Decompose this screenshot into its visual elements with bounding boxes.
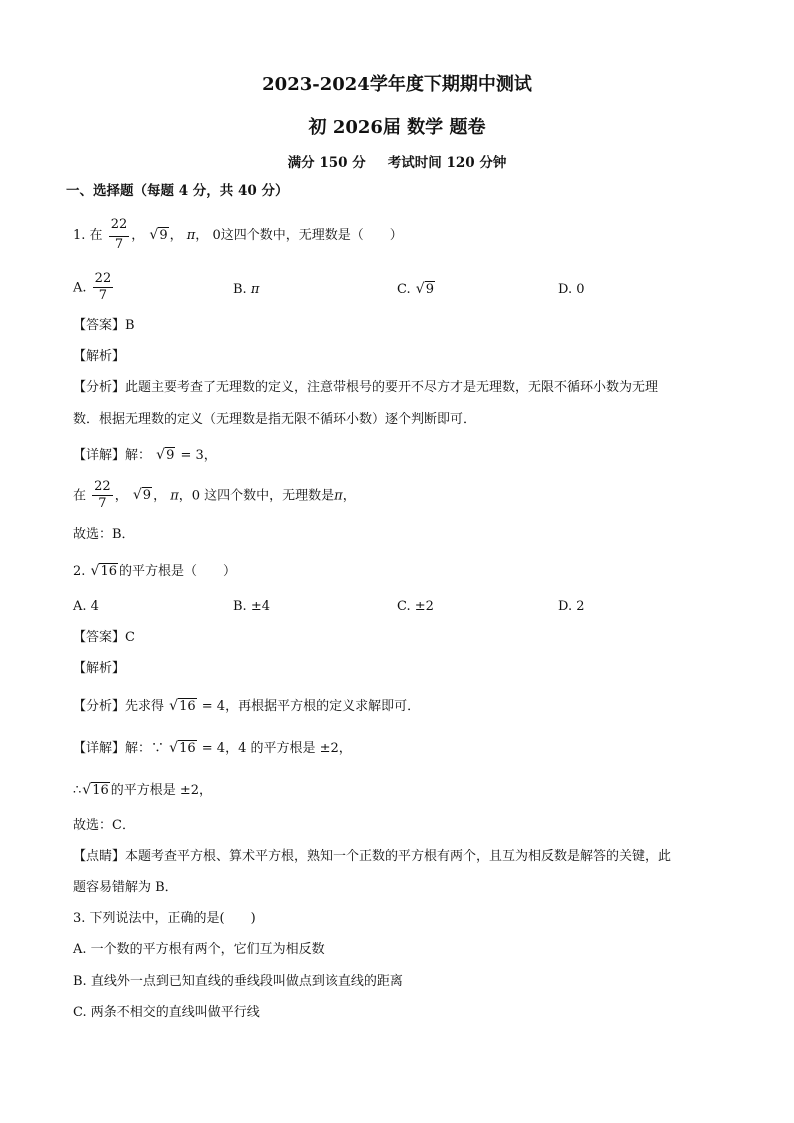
q1-analysis-label: 【解析】 (73, 349, 126, 364)
q1-fenxi-line2: 数．根据无理数的定义（无理数是指无限不循环小数）逐个判断即可． (73, 412, 477, 427)
sqrt-16: √ 16 (90, 563, 118, 579)
q2-dianjing-line1: 【点睛】本题考查平方根、算术平方根，熟知一个正数的平方根有两个，且互为相反数是解答的关键，此 (73, 849, 672, 864)
full-score: 满分 150 分 (287, 155, 366, 171)
exam-time: 考试时间 120 分钟 (387, 155, 507, 171)
q3-option-c: C. 两条不相交的直线叫做平行线 (73, 1005, 260, 1020)
section-heading: 一、选择题（每题 4 分，共 40 分） (66, 183, 289, 199)
q1-detail-line2: 在 $\frac{22}{7}$ ， √ 9 ， π，0 这四个数中，无理数是π， (73, 479, 356, 512)
q2-detail: 【详解】解：∵ √ 16 = 4，4 的平方根是 ±2， (73, 740, 352, 756)
fraction-22-7: $\frac{22}{7}$ (94, 479, 111, 512)
sqrt-16: √ 16 (82, 782, 109, 798)
fraction-22-7: $\frac{22}{7}$ (110, 217, 128, 253)
sqrt-9: √ 9 (415, 281, 434, 297)
q2-option-b: B. ±4 (233, 599, 270, 614)
q1-choose: 故选：B． (73, 527, 135, 542)
q3-stem: 3. 下列说法中，正确的是( ) (73, 911, 256, 926)
q2-dianjing-line2: 题容易错解为 B． (73, 880, 178, 895)
q1-option-b: B. π (233, 282, 260, 297)
q1-option-c: C. √ 9 (397, 281, 434, 297)
sqrt-9: √ 9 (156, 447, 175, 463)
q2-analysis-label: 【解析】 (73, 661, 126, 676)
q1-answer: 【答案】B (73, 318, 135, 333)
sqrt-9: √ 9 (149, 226, 168, 243)
q2-answer: 【答案】C (73, 630, 135, 645)
exam-subtitle: 初 2026届 数学 题卷 (308, 117, 486, 138)
q1-option-a: A. $\frac{22}{7}$ (73, 271, 112, 304)
q2-therefore: ∴ √ 16 的平方根是 ±2， (73, 782, 213, 798)
q1-stem: 1. 在 $\frac{22}{7}$ ， √ 9 ， π， 0这四个数中，无理数是（ ） (73, 217, 403, 253)
q1-fenxi-line1: 【分析】此题主要考查了无理数的定义，注意带根号的要开不尽方才是无理数，无限不循环小数为无理 (73, 380, 659, 395)
q2-option-a: A. 4 (73, 599, 99, 614)
q1-option-d: D. 0 (558, 282, 585, 297)
q2-fenxi: 【分析】先求得 √ 16 = 4，再根据平方根的定义求解即可． (73, 698, 421, 714)
q2-stem: 2. √ 16 的平方根是（ ） (73, 563, 237, 579)
sqrt-16: √ 16 (169, 698, 196, 714)
q2-choose: 故选：C． (73, 818, 135, 833)
sqrt-9: √ 9 (132, 487, 152, 504)
exam-meta (0, 151, 794, 171)
q2-option-c: C. ±2 (397, 599, 434, 614)
q3-option-b: B. 直线外一点到已知直线的垂线段叫做点到该直线的距离 (73, 974, 403, 989)
sqrt-16: √ 16 (169, 740, 196, 756)
q1-detail: 【详解】解： √ 9 = 3， (73, 447, 217, 463)
q3-option-a: A. 一个数的平方根有两个，它们互为相反数 (73, 942, 325, 957)
pi-symbol: π (186, 227, 196, 243)
fraction-22-7: $\frac{22}{7}$ (94, 271, 112, 304)
q2-option-d: D. 2 (558, 599, 585, 614)
exam-title: 2023-2024学年度下期期中测试 (262, 74, 532, 95)
